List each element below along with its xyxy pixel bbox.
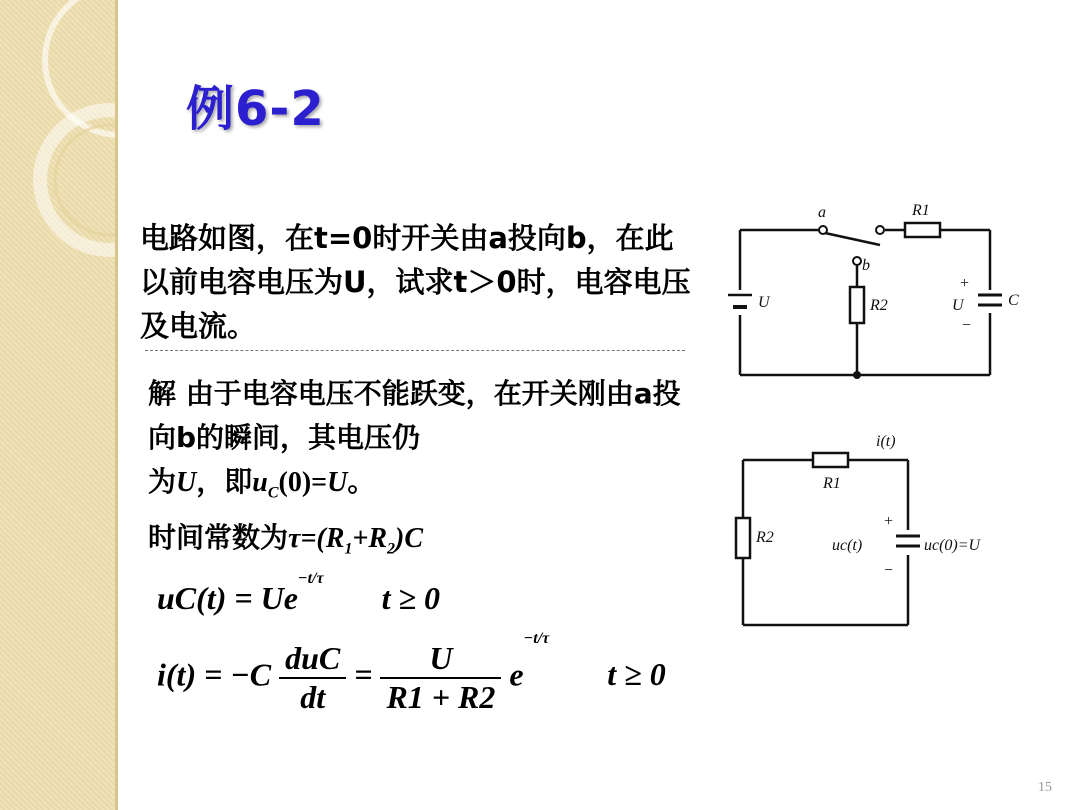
label-U-cap: U [952, 297, 964, 314]
label-C: C [1008, 292, 1019, 309]
sidebar-circles [0, 0, 118, 810]
label-uc0: uc(0)=U [924, 537, 981, 554]
label-R1: R1 [912, 202, 930, 219]
label-R1: R1 [823, 475, 841, 492]
equation-i: i(t) = −C $\frac{\text{duC}}{dt}$ = $\frac{U}{R1 + R2}$ $e^{-t/\tau}$ t ≥ 0 [157, 630, 666, 715]
label-plus: + [884, 513, 894, 530]
solution-line-2: 为U，即$u_C(0)=U$。 [148, 465, 376, 502]
label-i: i(t) [876, 433, 896, 450]
dashed-divider [145, 350, 685, 351]
label-R2: R2 [870, 297, 888, 314]
solution-line-3: 时间常数为$\tau=(R_1+R_2)C$ [148, 520, 424, 558]
circuit-diagram-2 [728, 430, 1038, 630]
label-uc: uc(t) [832, 537, 863, 554]
solution-text [148, 372, 688, 571]
solution-line-1: 解 由于电容电压不能跃变，在开关刚由a投向b的瞬间，其电压仍 [148, 377, 681, 454]
label-minus: − [884, 562, 894, 579]
label-R2: R2 [756, 529, 774, 546]
label-plus: + [960, 275, 970, 292]
page-number: 15 [1038, 780, 1052, 795]
circuit-diagram-1 [720, 195, 1020, 390]
problem-statement: 电路如图，在t=0时开关由a投向b，在此以前电容电压为U，试求t＞0时，电容电压及电流。 [140, 221, 691, 343]
label-U-source: U [758, 294, 770, 311]
label-b: b [862, 257, 870, 274]
slide-title: 例6-2 [186, 81, 325, 137]
decorative-sidebar [0, 0, 118, 810]
label-minus: − [962, 317, 972, 334]
label-a: a [818, 204, 826, 221]
equation-uc: $uC(t) = Ue^{-t/\tau}$ t ≥ 0 [157, 570, 441, 616]
